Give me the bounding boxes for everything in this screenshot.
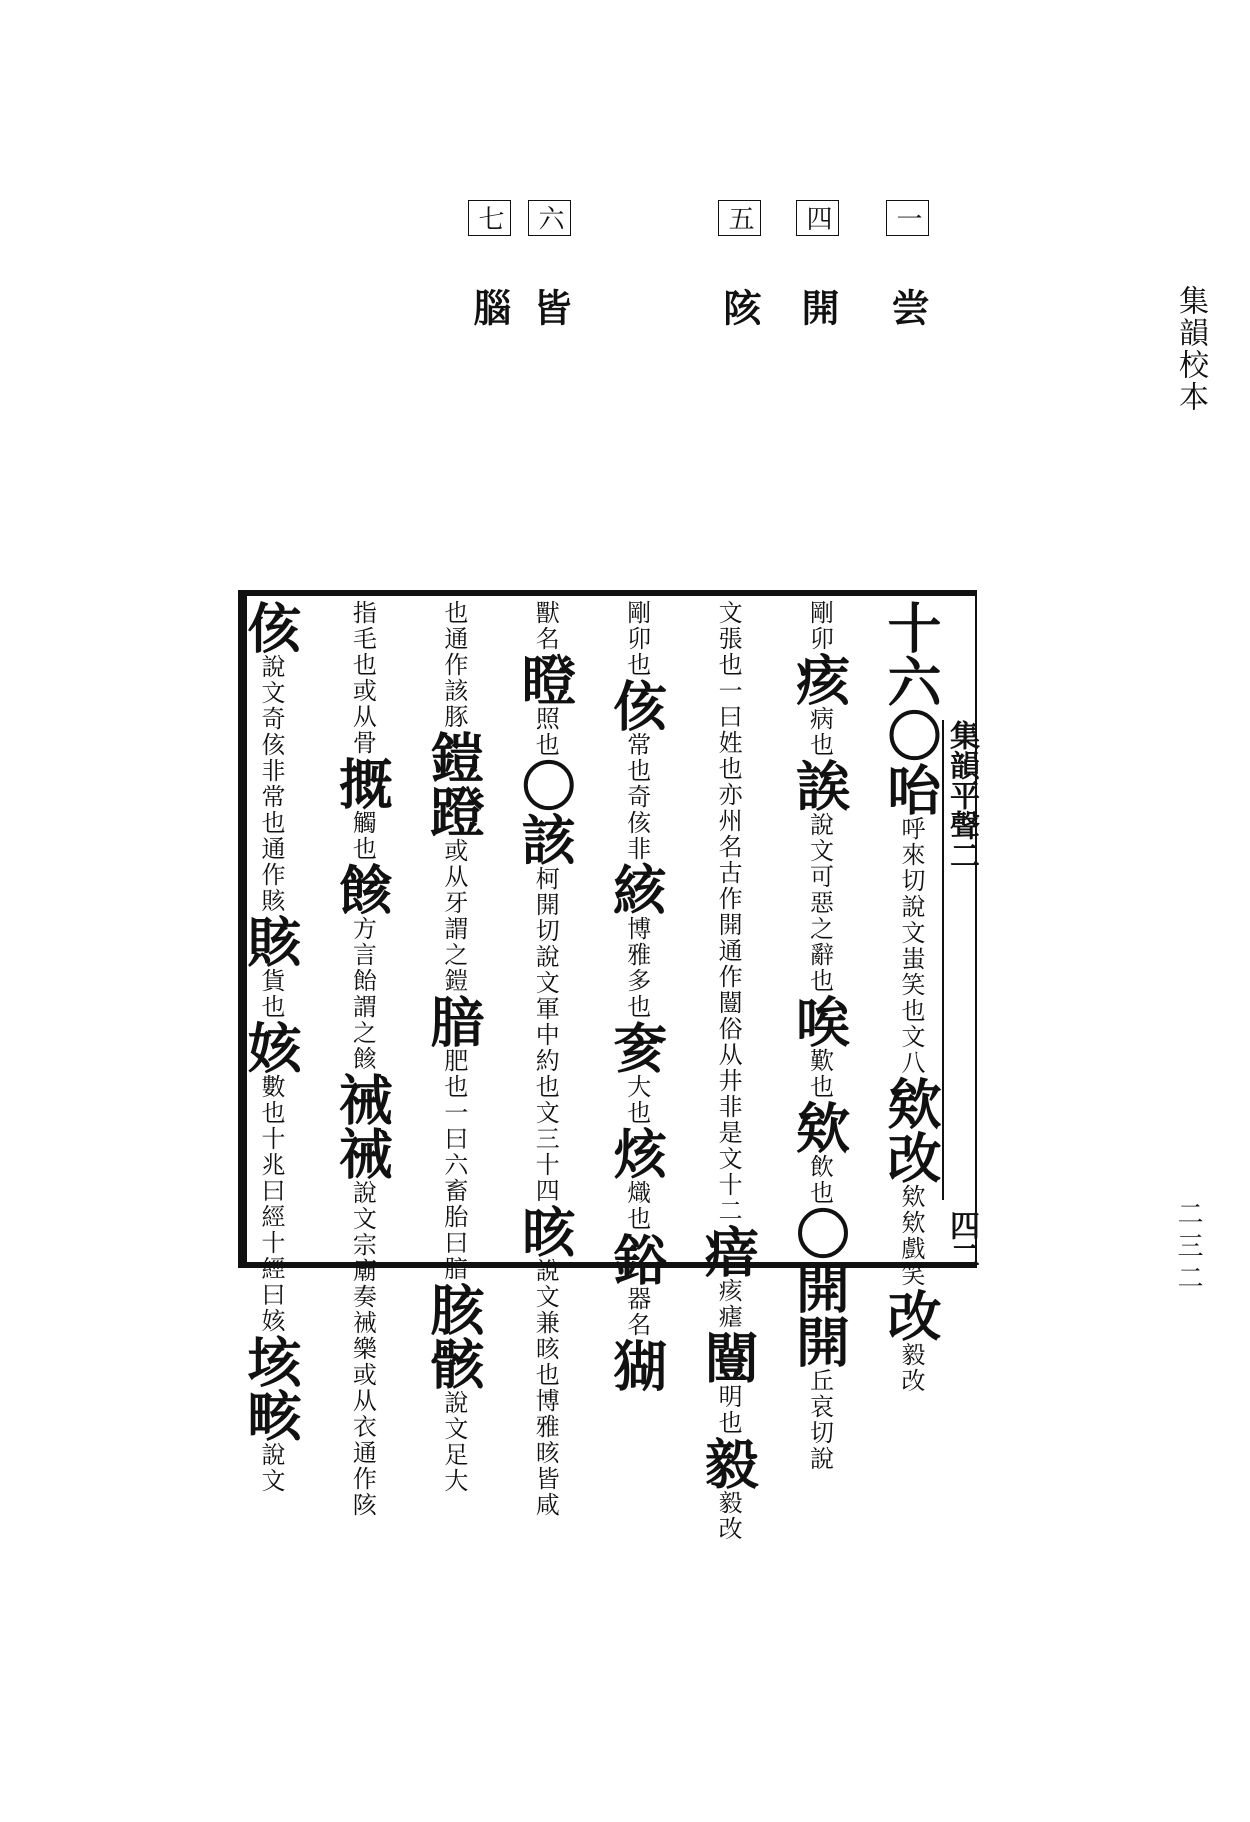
headword: 畡 <box>239 1388 303 1442</box>
text-column-8 <box>239 600 303 1494</box>
headword: 改 <box>878 1130 943 1184</box>
headword: 〇 <box>787 1206 852 1260</box>
gloss-text: 熾也 <box>622 1180 651 1232</box>
headword: 開 <box>787 1314 852 1368</box>
headword: 痎 <box>787 652 852 706</box>
gloss-text: 數也十兆曰經十經曰姟 <box>257 1074 285 1334</box>
headword: 餩 <box>330 862 395 916</box>
headword: 欸 <box>787 1100 852 1154</box>
headword: 咍 <box>878 762 943 816</box>
headword: 闓 <box>696 1330 761 1384</box>
text-column-2 <box>787 600 852 1472</box>
headword: 侅 <box>604 678 669 732</box>
headword: 晐 <box>513 1204 578 1258</box>
gloss-text: 常也 <box>622 732 651 784</box>
collation-note-number: 七 <box>468 200 511 236</box>
gloss-text: 飲也 <box>805 1154 834 1206</box>
headword: 開 <box>787 1260 852 1314</box>
gloss-text: 痎瘧 <box>714 1278 743 1330</box>
collation-note-text: 開 <box>795 288 840 326</box>
gloss-text: 說文兼晐也博雅晐皆咸 <box>531 1258 560 1518</box>
collation-note-7 <box>462 200 517 326</box>
gloss-text: 觸也 <box>348 810 377 862</box>
headword: 骸 <box>421 1336 486 1390</box>
gloss-text: 剛卯也 <box>622 600 651 678</box>
headword: 鋊 <box>604 1232 669 1286</box>
gloss-text: 獸名 <box>531 600 560 652</box>
headword: 欸 <box>878 1076 943 1130</box>
headword: 十六 <box>878 600 943 708</box>
headword: 改 <box>878 1288 943 1342</box>
collation-note-6 <box>522 200 577 326</box>
collation-note-1 <box>880 200 935 326</box>
collation-note-text: 尝 <box>885 288 930 326</box>
gloss-text: 奇侅非 <box>622 784 651 862</box>
text-columns <box>239 600 943 1542</box>
headword: 祴 <box>330 1072 395 1126</box>
headword: 誒 <box>787 758 852 812</box>
gloss-text: 病也 <box>805 706 834 758</box>
gloss-text: 說文 <box>257 1442 285 1494</box>
text-column-6 <box>421 600 486 1494</box>
gloss-text: 欸欸戲笑 <box>896 1184 925 1288</box>
text-column-1 <box>878 600 943 1394</box>
gloss-text: 說文足大 <box>439 1390 468 1494</box>
gloss-text: 丘哀切說 <box>805 1368 834 1472</box>
headword: 祴 <box>330 1126 395 1180</box>
gloss-text: 說文宗廟奏祴樂或从衣通作陔 <box>348 1180 377 1518</box>
headword: 烗 <box>604 1126 669 1180</box>
headword: 瘖 <box>696 1224 761 1278</box>
ban-xin-title: 集韻平聲二 <box>944 720 979 870</box>
gloss-text: 貨也 <box>257 968 285 1020</box>
collation-note-4 <box>790 200 845 326</box>
gloss-text: 或从牙謂之鎧 <box>439 838 468 994</box>
gloss-text: 方言飴謂之餩 <box>348 916 377 1072</box>
headword: 〇 <box>878 708 943 762</box>
headword: 賅 <box>239 914 303 968</box>
collation-note-number: 一 <box>886 200 929 236</box>
gloss-text: 呼來切說文蚩笑也文八 <box>896 816 925 1076</box>
gloss-text: 指毛也或从骨 <box>348 600 377 756</box>
collation-note-text: 腦 <box>467 288 512 326</box>
gloss-text: 說文可惡之辭也 <box>805 812 834 994</box>
headword: 侅 <box>239 600 303 654</box>
headword: 該 <box>513 812 578 866</box>
gloss-text: 也通作該豚 <box>439 600 468 730</box>
headword: 瞪 <box>513 652 578 706</box>
gloss-text: 剛卯 <box>805 600 834 652</box>
gloss-text: 毅改 <box>714 1490 743 1542</box>
gloss-text: 明也 <box>714 1384 743 1436</box>
text-column-7 <box>330 600 395 1518</box>
headword: 胲 <box>421 1282 486 1336</box>
headword: 絯 <box>604 862 669 916</box>
headword: 奒 <box>604 1020 669 1074</box>
collation-note-text: 陔 <box>717 288 762 326</box>
collation-note-number: 四 <box>796 200 839 236</box>
text-column-4 <box>604 600 669 1392</box>
page-number: 二三二 <box>1173 1200 1203 1296</box>
collation-note-number: 六 <box>528 200 571 236</box>
headword: 姟 <box>239 1020 303 1074</box>
text-column-3 <box>696 600 761 1542</box>
gloss-text: 說文奇侅非常也通作賅 <box>257 654 285 914</box>
headword: 毅 <box>696 1436 761 1490</box>
gloss-text: 博雅多也 <box>622 916 651 1020</box>
gloss-text: 毅改 <box>896 1342 925 1394</box>
headword: 蹬 <box>421 784 486 838</box>
ban-xin-page: 四二 <box>944 1210 979 1270</box>
running-head: 集韻校本 <box>1173 285 1208 413</box>
text-column-5 <box>513 600 578 1518</box>
gloss-text: 照也 <box>531 706 560 758</box>
collation-note-5 <box>712 200 767 326</box>
headword: 摡 <box>330 756 395 810</box>
gloss-text: 歎也 <box>805 1048 834 1100</box>
collation-note-number: 五 <box>718 200 761 236</box>
gloss-text: 大也 <box>622 1074 651 1126</box>
gloss-text: 肥也一曰六畜胎曰腤 <box>439 1048 468 1282</box>
gloss-text: 文張也一曰姓也亦州名古作開通作闓俗从井非是文十二 <box>714 600 743 1224</box>
headword: 鎧 <box>421 730 486 784</box>
ban-xin-fold <box>942 720 979 1270</box>
gloss-text: 器名 <box>622 1286 651 1338</box>
headword: 猢 <box>604 1338 669 1392</box>
gloss-text: 柯開切說文軍中約也文三十四 <box>531 866 560 1204</box>
headword: 腤 <box>421 994 486 1048</box>
headword: 唉 <box>787 994 852 1048</box>
headword: 垓 <box>239 1334 303 1388</box>
headword: 〇 <box>513 758 578 812</box>
collation-note-text: 皆 <box>527 288 572 326</box>
